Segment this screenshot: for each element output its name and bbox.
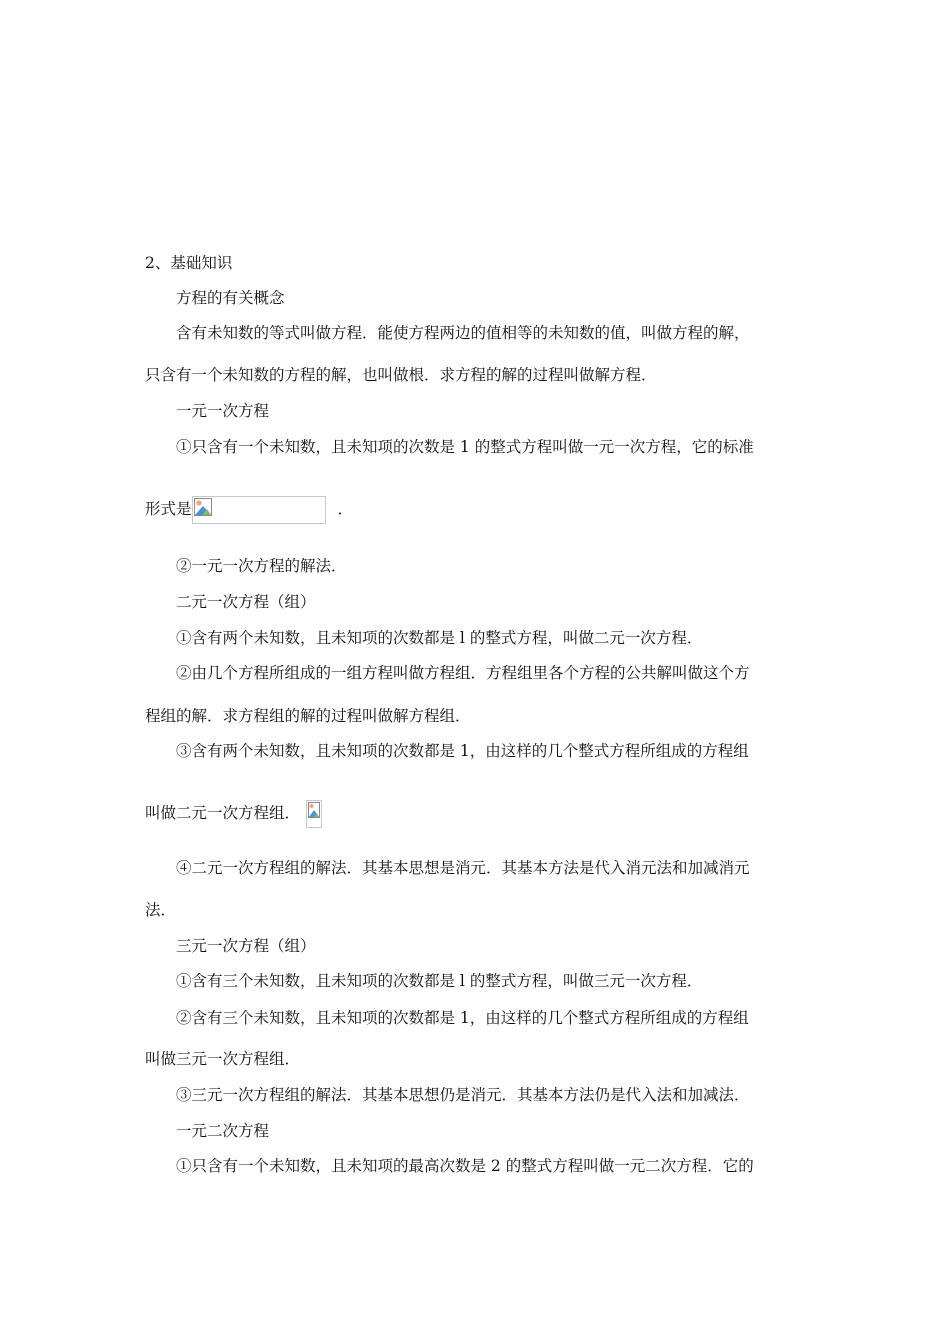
linear3-paragraph-2-line-2: 叫做三元一次方程组． (145, 1050, 301, 1068)
section-title: 2、基础知识 (145, 254, 233, 272)
linear2-paragraph-2-line-2: 程组的解．求方程组的解的过程叫做解方程组． (145, 707, 471, 725)
linear3-paragraph-3: ③三元一次方程组的解法．其基本思想仍是消元．其基本方法仍是代入法和加减法． (176, 1086, 750, 1104)
linear2-paragraph-1: ①含有两个未知数，且未知项的次数都是 l 的整式方程，叫做二元一次方程． (176, 629, 703, 647)
linear3-heading: 三元一次方程（组） (176, 937, 316, 955)
linear1-heading: 一元一次方程 (176, 402, 270, 420)
broken-image-icon (194, 498, 212, 516)
linear3-paragraph-2-line-1: ②含有三个未知数，且未知项的次数都是 1，由这样的几个整式方程所组成的方程组 (176, 1009, 749, 1027)
linear2-paragraph-3-line-2-row (145, 800, 322, 828)
quad-paragraph-1: ①只含有一个未知数，且未知项的最高次数是 2 的整式方程叫做一元二次方程．它的 (176, 1157, 754, 1175)
linear2-paragraph-4-line-2: 法． (145, 901, 177, 919)
broken-image-placeholder-small (306, 800, 322, 828)
broken-image-placeholder (192, 496, 326, 524)
broken-image-icon (308, 802, 320, 818)
linear1-paragraph-2: ②一元一次方程的解法． (176, 557, 347, 575)
linear2-paragraph-4-line-1: ④二元一次方程组的解法．其基本思想是消元．其基本方法是代入消元法和加减消元 (176, 859, 750, 877)
linear1-paragraph-1-line-2-prefix: 形式是 (145, 500, 192, 518)
linear1-paragraph-1-line-2-suffix: ． (337, 500, 354, 518)
linear2-paragraph-2-line-1: ②由几个方程所组成的一组方程叫做方程组．方程组里各个方程的公共解叫做这个方 (176, 664, 750, 682)
linear2-paragraph-3-line-2: 叫做二元一次方程组． (145, 804, 301, 822)
linear1-standard-form-line (145, 496, 353, 524)
linear3-paragraph-1: ①含有三个未知数，且未知项的次数都是 l 的整式方程，叫做三元一次方程． (176, 972, 703, 990)
concept-paragraph-line-2: 只含有一个未知数的方程的解，也叫做根．求方程的解的过程叫做解方程． (145, 366, 657, 384)
concept-heading: 方程的有关概念 (176, 289, 285, 307)
quad-heading: 一元二次方程 (176, 1122, 270, 1140)
linear2-paragraph-3-line-1: ③含有两个未知数，且未知项的次数都是 1，由这样的几个整式方程所组成的方程组 (176, 742, 749, 760)
linear1-paragraph-1-line-1: ①只含有一个未知数，且未知项的次数是 1 的整式方程叫做一元一次方程，它的标准 (176, 438, 754, 456)
linear2-heading: 二元一次方程（组） (176, 593, 316, 611)
concept-paragraph-line-1: 含有未知数的等式叫做方程．能使方程两边的值相等的未知数的值，叫做方程的解， (176, 324, 750, 342)
